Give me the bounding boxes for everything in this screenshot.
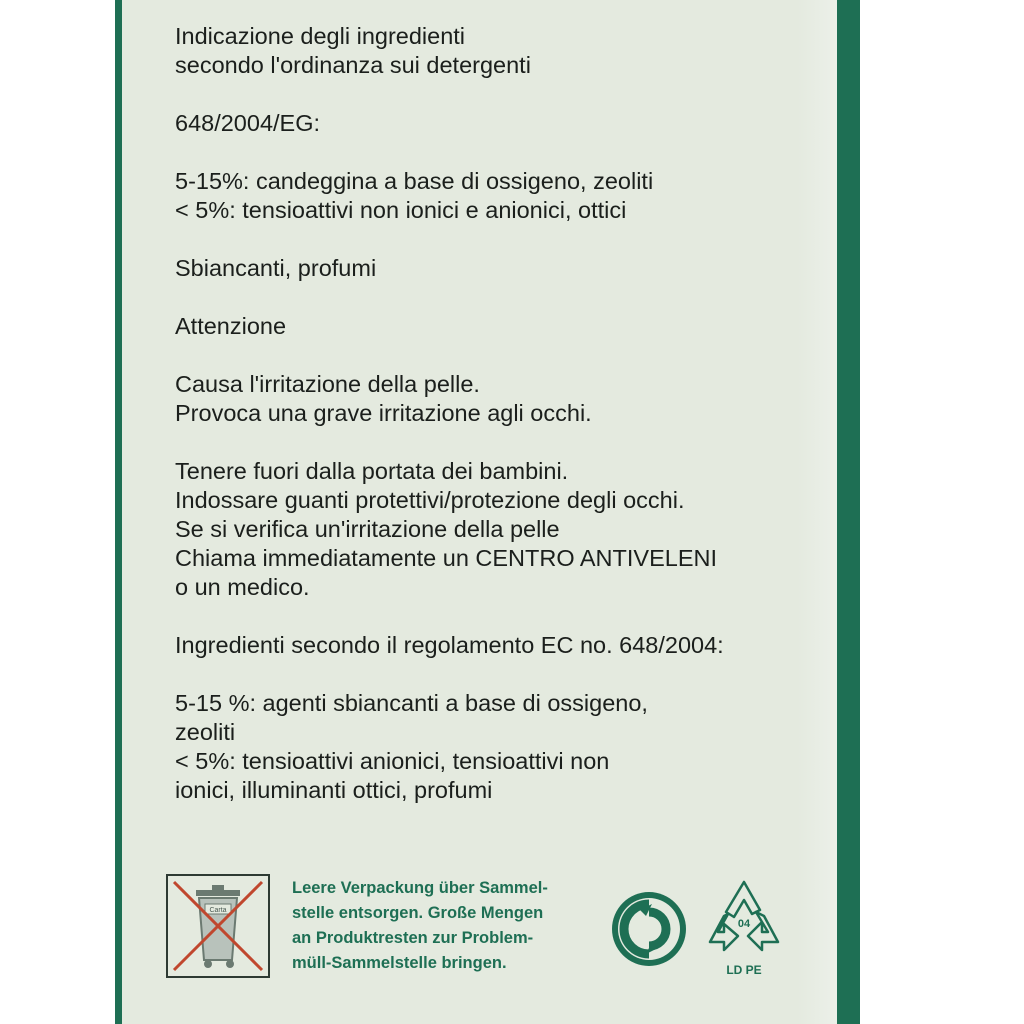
- hazard-paragraph: [175, 370, 815, 428]
- regulation-heading-paragraph: [175, 631, 815, 660]
- precaution-paragraph: [175, 457, 815, 602]
- composition-paragraph: [175, 167, 815, 225]
- text-line: secondo l'ordinanza sui detergenti: [175, 52, 531, 78]
- heading-paragraph: [175, 22, 815, 80]
- recycling-symbol-icon: [694, 874, 794, 978]
- bin-label-text: Carta: [209, 907, 227, 914]
- warning-word-paragraph: [175, 312, 815, 341]
- text-line: Causa l'irritazione della pelle.: [175, 371, 480, 397]
- recycling-info-row: [0, 868, 1024, 978]
- regulation-paragraph: [175, 109, 815, 138]
- text-line: 648/2004/EG:: [175, 110, 321, 136]
- disposal-line: müll-Sammelstelle bringen.: [292, 954, 507, 972]
- text-line: Se si verifica un'irritazione della pelle: [175, 516, 560, 542]
- ingredients-list-paragraph: [175, 689, 815, 805]
- text-line: Provoca una grave irritazione agli occhi.: [175, 400, 592, 426]
- text-line: zeoliti: [175, 719, 236, 745]
- text-line: ionici, illuminanti ottici, profumi: [175, 777, 493, 803]
- text-line: Attenzione: [175, 313, 287, 339]
- text-line: < 5%: tensioattivi non ionici e anionici, ottici: [175, 197, 627, 223]
- text-line: Ingredienti secondo il regolamento EC no. 648/2004:: [175, 632, 724, 658]
- text-line: Tenere fuori dalla portata dei bambini.: [175, 458, 569, 484]
- additives-paragraph: [175, 254, 815, 283]
- recycle-code-text: 04: [737, 918, 751, 930]
- disposal-instructions: [292, 876, 612, 976]
- text-line: o un medico.: [175, 574, 310, 600]
- crossed-bin-icon: [166, 874, 270, 978]
- recycle-material-text: LD PE: [726, 963, 762, 977]
- disposal-line: stelle entsorgen. Große Mengen: [292, 904, 544, 922]
- text-line: 5-15 %: agenti sbiancanti a base di ossigeno,: [175, 690, 648, 716]
- text-line: Indossare guanti protettivi/protezione degli occhi.: [175, 487, 685, 513]
- disposal-line: an Produktresten zur Problem-: [292, 929, 534, 947]
- text-line: Chiama immediatamente un CENTRO ANTIVELENI: [175, 545, 717, 571]
- text-line: Sbiancanti, profumi: [175, 255, 377, 281]
- green-dot-icon: [610, 890, 688, 968]
- text-line: 5-15%: candeggina a base di ossigeno, zeoliti: [175, 168, 654, 194]
- text-line: Indicazione degli ingredienti: [175, 23, 466, 49]
- disposal-line: Leere Verpackung über Sammel-: [292, 879, 548, 897]
- text-line: < 5%: tensioattivi anionici, tensioattivi non: [175, 748, 610, 774]
- ingredients-text-block: [175, 22, 815, 834]
